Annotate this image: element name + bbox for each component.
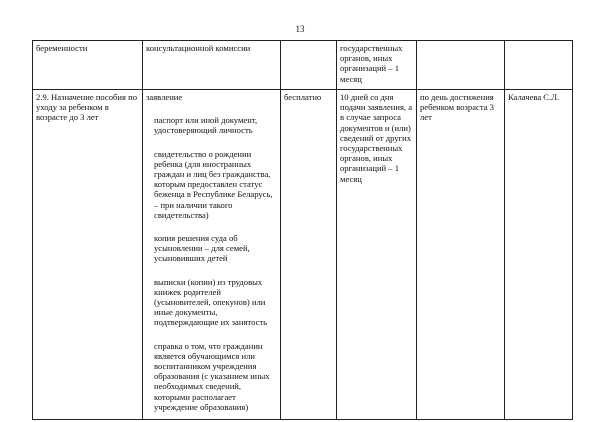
procedures-table [32, 40, 573, 420]
cell-responsible: Калачева С.Л. [505, 90, 573, 420]
cell-continued-col1: беременности [33, 41, 143, 90]
list-item: паспорт или иной документ, удостоверяющий личность [154, 115, 258, 136]
cell-continued-col5 [417, 41, 505, 90]
table-row-continued [33, 41, 573, 90]
documents-title: заявление [146, 92, 183, 102]
cell-procedure-name: 2.9. Назначение пособия по уходу за ребенком в возрасте до 3 лет [33, 90, 143, 420]
cell-continued-col6 [505, 41, 573, 90]
cell-term: 10 дней со дня подачи заявления, а в случае запроса документов и (или) сведений от других государственных органов, иных организаций – 1 месяц [337, 90, 417, 420]
cell-continued-col4: государственных органов, иных организаций – 1 месяц [337, 41, 417, 90]
cell-fee: бесплатно [281, 90, 337, 420]
cell-documents [143, 90, 281, 420]
list-item: справка о том, что гражданин является обучающимся или воспитанником учреждения образования (с указанием иных необходимых сведений, которыми располагает учреждение образования) [154, 340, 270, 412]
cell-validity: по день достижения ребенком возраста 3 лет [417, 90, 505, 420]
list-item: свидетельство о рождении ребенка (для иностранных граждан и лиц без гражданства, которым предоставлен статус беженца в Республике Беларусь, – при наличии такого свидетельства) [154, 148, 273, 220]
table-row-procedure [33, 90, 573, 420]
page-number: 13 [295, 24, 305, 34]
cell-continued-col2: консультационной комиссии [143, 41, 281, 90]
list-item: выписки (копии) из трудовых книжек родителей (усыновителей, опекунов) или иные документы, подтверждающие их занятость [154, 276, 268, 328]
cell-continued-col3 [281, 41, 337, 90]
list-item: копия решения суда об усыновлении – для семей, усыновивших детей [154, 233, 250, 264]
documents-list [146, 115, 277, 412]
